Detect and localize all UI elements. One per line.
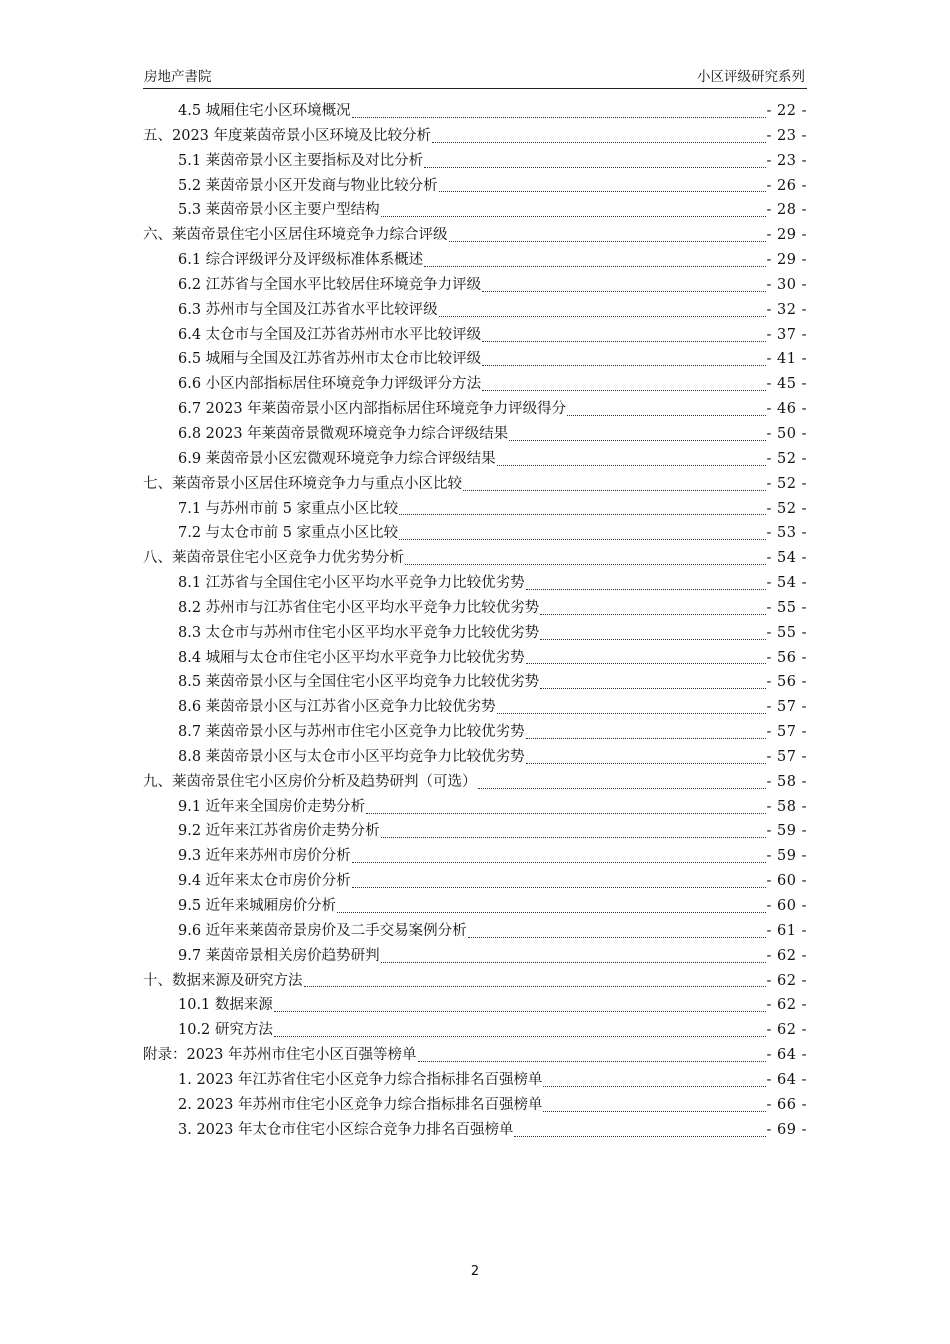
- toc-entry-title: 9.7 莱茵帝景相关房价趋势研判: [178, 947, 380, 964]
- toc-entry-title: 六、莱茵帝景住宅小区居住环境竞争力综合评级: [143, 227, 448, 244]
- toc-entry-title: 1. 2023 年江苏省住宅小区竞争力综合指标排名百强榜单: [178, 1071, 543, 1088]
- toc-dot-leader: [304, 986, 766, 987]
- toc-entry-page: - 52 -: [766, 450, 807, 467]
- toc-section-entry[interactable]: [143, 449, 807, 474]
- toc-section-entry[interactable]: [143, 995, 807, 1020]
- toc-entry-title: 6.6 小区内部指标居住环境竞争力评级评分方法: [178, 376, 482, 393]
- toc-section-entry[interactable]: [143, 573, 807, 598]
- toc-entry-page: - 64 -: [766, 1047, 807, 1064]
- page-header: [143, 68, 807, 89]
- toc-chapter-entry[interactable]: [143, 772, 807, 797]
- toc-dot-leader: [352, 117, 766, 118]
- toc-entry-title: 6.9 莱茵帝景小区宏微观环境竞争力综合评级结果: [178, 450, 496, 467]
- toc-entry-title: 4.5 城厢住宅小区环境概况: [178, 103, 351, 119]
- toc-entry-page: - 57 -: [766, 724, 807, 741]
- toc-dot-leader: [399, 539, 765, 540]
- toc-entry-page: - 30 -: [766, 276, 807, 293]
- toc-entry-page: - 64 -: [766, 1071, 807, 1088]
- toc-section-entry[interactable]: [143, 1020, 807, 1045]
- toc-entry-page: - 59 -: [766, 848, 807, 865]
- toc-entry-title: 6.7 2023 年莱茵帝景小区内部指标居住环境竞争力评级得分: [178, 401, 567, 418]
- toc-entry-title: 6.5 城厢与全国及江苏省苏州市太仓市比较评级: [178, 351, 482, 368]
- toc-section-entry[interactable]: [143, 821, 807, 846]
- toc-dot-leader: [439, 316, 766, 317]
- toc-entry-title: 6.8 2023 年莱茵帝景微观环境竞争力综合评级结果: [178, 425, 509, 442]
- toc-entry-title: 七、莱茵帝景小区居住环境竞争力与重点小区比较: [143, 475, 462, 492]
- toc-chapter-entry[interactable]: [143, 548, 807, 573]
- toc-entry-page: - 66 -: [766, 1096, 807, 1113]
- toc-section-entry[interactable]: [143, 499, 807, 524]
- toc-entry-page: - 62 -: [766, 972, 807, 989]
- toc-entry-page: - 58 -: [766, 798, 807, 815]
- toc-section-entry[interactable]: [143, 846, 807, 871]
- toc-section-entry[interactable]: [143, 722, 807, 747]
- toc-section-entry[interactable]: [143, 1070, 807, 1095]
- toc-section-entry[interactable]: [143, 151, 807, 176]
- toc-dot-leader: [405, 564, 766, 565]
- page-number: 2: [470, 1264, 480, 1279]
- toc-dot-leader: [482, 365, 765, 366]
- toc-dot-leader: [514, 1136, 765, 1137]
- toc-dot-leader: [482, 291, 765, 292]
- toc-section-entry[interactable]: [143, 424, 807, 449]
- toc-entry-page: - 59 -: [766, 823, 807, 840]
- toc-dot-leader: [497, 465, 766, 466]
- toc-entry-title: 8.5 莱茵帝景小区与全国住宅小区平均竞争力比较优劣势: [178, 674, 540, 691]
- toc-entry-page: - 22 -: [766, 103, 807, 119]
- toc-section-entry[interactable]: [143, 697, 807, 722]
- toc-entry-title: 九、莱茵帝景住宅小区房价分析及趋势研判（可选）: [143, 773, 477, 790]
- toc-section-entry[interactable]: [143, 325, 807, 350]
- toc-entry-title: 10.1 数据来源: [178, 997, 273, 1014]
- toc-dot-leader: [543, 1111, 765, 1112]
- toc-entry-title: 10.2 研究方法: [178, 1022, 273, 1039]
- toc-entry-page: - 50 -: [766, 425, 807, 442]
- toc-entry-page: - 37 -: [766, 326, 807, 343]
- toc-entry-title: 8.2 苏州市与江苏省住宅小区平均水平竞争力比较优劣势: [178, 599, 540, 616]
- toc-entry-title: 8.6 莱茵帝景小区与江苏省小区竞争力比较优劣势: [178, 699, 496, 716]
- toc-section-entry[interactable]: [143, 101, 807, 126]
- toc-chapter-entry[interactable]: [143, 474, 807, 499]
- toc-entry-page: - 41 -: [766, 351, 807, 368]
- toc-section-entry[interactable]: [143, 1120, 807, 1145]
- toc-dot-leader: [449, 241, 766, 242]
- toc-section-entry[interactable]: [143, 399, 807, 424]
- toc-dot-leader: [352, 862, 766, 863]
- toc-entry-title: 9.1 近年来全国房价走势分析: [178, 798, 366, 815]
- toc-entry-title: 8.8 莱茵帝景小区与太仓市小区平均竞争力比较优劣势: [178, 748, 525, 765]
- toc-entry-page: - 29 -: [766, 227, 807, 244]
- toc-section-entry[interactable]: [143, 797, 807, 822]
- toc-dot-leader: [381, 962, 766, 963]
- toc-dot-leader: [526, 763, 766, 764]
- toc-dot-leader: [540, 639, 765, 640]
- toc-entry-page: - 58 -: [766, 773, 807, 790]
- toc-chapter-entry[interactable]: [143, 971, 807, 996]
- toc-section-entry[interactable]: [143, 921, 807, 946]
- toc-dot-leader: [381, 837, 766, 838]
- toc-section-entry[interactable]: [143, 946, 807, 971]
- toc-entry-title: 2. 2023 年苏州市住宅小区竞争力综合指标排名百强榜单: [178, 1096, 543, 1113]
- toc-entry-page: - 46 -: [766, 401, 807, 418]
- toc-section-entry[interactable]: [143, 871, 807, 896]
- toc-entry-page: - 28 -: [766, 202, 807, 219]
- toc-dot-leader: [509, 440, 765, 441]
- toc-entry-title: 8.4 城厢与太仓市住宅小区平均水平竞争力比较优劣势: [178, 649, 525, 666]
- toc-dot-leader: [468, 937, 766, 938]
- toc-section-entry[interactable]: [143, 747, 807, 772]
- toc-dot-leader: [432, 142, 766, 143]
- toc-entry-page: - 56 -: [766, 649, 807, 666]
- toc-entry-page: - 32 -: [766, 301, 807, 318]
- toc-section-entry[interactable]: [143, 1095, 807, 1120]
- toc-entry-page: - 53 -: [766, 525, 807, 542]
- toc-entry-page: - 57 -: [766, 748, 807, 765]
- toc-dot-leader: [526, 738, 766, 739]
- toc-dot-leader: [540, 688, 765, 689]
- toc-dot-leader: [418, 1061, 766, 1062]
- toc-entry-page: - 60 -: [766, 873, 807, 890]
- toc-entry-page: - 56 -: [766, 674, 807, 691]
- toc-dot-leader: [526, 663, 766, 664]
- toc-entry-page: - 29 -: [766, 252, 807, 269]
- toc-entry-title: 5.3 莱茵帝景小区主要户型结构: [178, 202, 380, 219]
- toc-section-entry[interactable]: [143, 623, 807, 648]
- toc-entry-title: 5.1 莱茵帝景小区主要指标及对比分析: [178, 152, 424, 169]
- toc-entry-title: 9.4 近年来太仓市房价分析: [178, 873, 351, 890]
- toc-section-entry[interactable]: [143, 374, 807, 399]
- toc-entry-title: 9.6 近年来莱茵帝景房价及二手交易案例分析: [178, 922, 467, 939]
- toc-entry-title: 八、莱茵帝景住宅小区竞争力优劣势分析: [143, 550, 404, 567]
- toc-entry-title: 6.2 江苏省与全国水平比较居住环境竞争力评级: [178, 276, 482, 293]
- toc-entry-title: 5.2 莱茵帝景小区开发商与物业比较分析: [178, 177, 438, 194]
- toc-dot-leader: [439, 191, 766, 192]
- toc-entry-page: - 54 -: [766, 550, 807, 567]
- toc-chapter-entry[interactable]: [143, 1045, 807, 1070]
- toc-entry-page: - 62 -: [766, 947, 807, 964]
- toc-entry-page: - 61 -: [766, 922, 807, 939]
- toc-dot-leader: [337, 912, 765, 913]
- toc-entry-title: 9.3 近年来苏州市房价分析: [178, 848, 351, 865]
- toc-entry-title: 8.1 江苏省与全国住宅小区平均水平竞争力比较优劣势: [178, 575, 525, 592]
- toc-entry-page: - 55 -: [766, 624, 807, 641]
- toc-section-entry[interactable]: [143, 896, 807, 921]
- toc-entry-page: - 55 -: [766, 599, 807, 616]
- toc-dot-leader: [482, 390, 765, 391]
- toc-dot-leader: [482, 341, 765, 342]
- toc-dot-leader: [567, 415, 765, 416]
- toc-entry-page: - 57 -: [766, 699, 807, 716]
- header-series-title: 小区评级研究系列: [697, 69, 805, 85]
- toc-entry-title: 9.5 近年来城厢房价分析: [178, 898, 337, 914]
- toc-dot-leader: [540, 614, 765, 615]
- toc-entry-title: 9.2 近年来江苏省房价走势分析: [178, 823, 380, 840]
- toc-section-entry[interactable]: [143, 300, 807, 325]
- toc-entry-page: - 26 -: [766, 177, 807, 194]
- toc-entry-page: - 62 -: [766, 1022, 807, 1039]
- toc-entry-title: 8.7 莱茵帝景小区与苏州市住宅小区竞争力比较优劣势: [178, 724, 525, 741]
- toc-entry-title: 3. 2023 年太仓市住宅小区综合竞争力排名百强榜单: [178, 1121, 514, 1138]
- toc-entry-title: 十、数据来源及研究方法: [143, 972, 303, 989]
- toc-dot-leader: [424, 266, 765, 267]
- toc-dot-leader: [478, 788, 766, 789]
- toc-entry-title: 6.1 综合评级评分及评级标准体系概述: [178, 252, 424, 269]
- toc-section-entry[interactable]: [143, 176, 807, 201]
- toc-section-entry[interactable]: [143, 648, 807, 673]
- toc-entry-page: - 69 -: [766, 1121, 807, 1138]
- toc-entry-page: - 52 -: [766, 475, 807, 492]
- toc-entry-title: 6.3 苏州市与全国及江苏省水平比较评级: [178, 301, 438, 318]
- toc-entry-page: - 60 -: [766, 898, 807, 914]
- toc-section-entry[interactable]: [143, 275, 807, 300]
- table-of-contents: [143, 101, 807, 1144]
- toc-section-entry[interactable]: [143, 250, 807, 275]
- toc-entry-page: - 54 -: [766, 575, 807, 592]
- toc-entry-page: - 23 -: [766, 152, 807, 169]
- toc-chapter-entry[interactable]: [143, 225, 807, 250]
- toc-dot-leader: [399, 514, 765, 515]
- toc-dot-leader: [366, 813, 765, 814]
- toc-entry-title: 8.3 太仓市与苏州市住宅小区平均水平竞争力比较优劣势: [178, 624, 540, 641]
- toc-entry-page: - 62 -: [766, 997, 807, 1014]
- toc-dot-leader: [352, 887, 766, 888]
- toc-entry-title: 五、2023 年度莱茵帝景小区环境及比较分析: [143, 127, 432, 144]
- toc-entry-page: - 23 -: [766, 127, 807, 144]
- toc-dot-leader: [497, 713, 766, 714]
- toc-dot-leader: [274, 1011, 766, 1012]
- toc-chapter-entry[interactable]: [143, 126, 807, 151]
- toc-section-entry[interactable]: [143, 523, 807, 548]
- toc-section-entry[interactable]: [143, 349, 807, 374]
- toc-dot-leader: [543, 1086, 765, 1087]
- toc-dot-leader: [424, 167, 765, 168]
- toc-entry-title: 附录：2023 年苏州市住宅小区百强等榜单: [143, 1047, 417, 1064]
- toc-entry-title: 7.1 与苏州市前 5 家重点小区比较: [178, 500, 399, 517]
- toc-section-entry[interactable]: [143, 598, 807, 623]
- header-publisher: 房地产書院: [144, 69, 212, 85]
- toc-dot-leader: [381, 216, 766, 217]
- toc-dot-leader: [274, 1036, 766, 1037]
- toc-section-entry[interactable]: [143, 200, 807, 225]
- toc-dot-leader: [463, 490, 766, 491]
- toc-dot-leader: [526, 589, 766, 590]
- toc-entry-title: 6.4 太仓市与全国及江苏省苏州市水平比较评级: [178, 326, 482, 343]
- toc-section-entry[interactable]: [143, 672, 807, 697]
- toc-entry-title: 7.2 与太仓市前 5 家重点小区比较: [178, 525, 399, 542]
- toc-entry-page: - 45 -: [766, 376, 807, 393]
- toc-entry-page: - 52 -: [766, 500, 807, 517]
